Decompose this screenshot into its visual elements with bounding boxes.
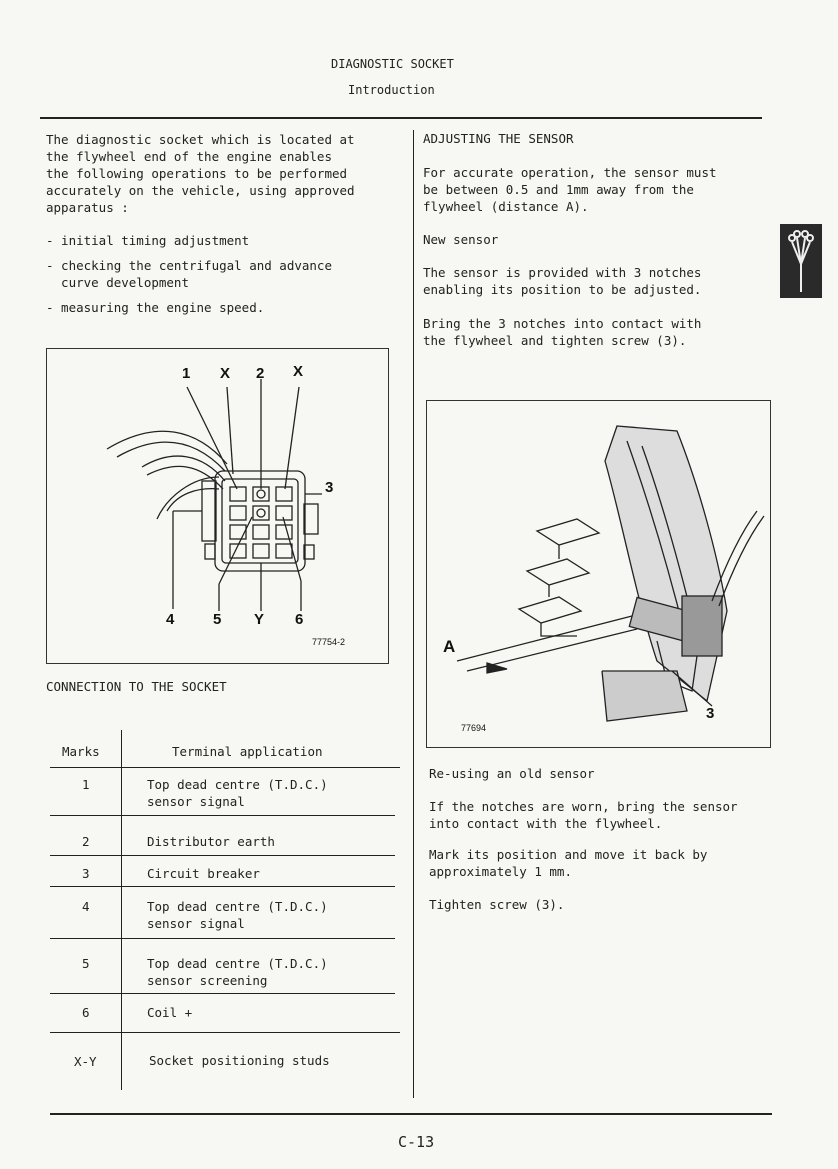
row-application: Coil + [147,1005,193,1020]
sensor-figure [426,400,771,748]
socket-label-4: 4 [166,611,175,628]
old-sensor-heading: Re-using an old sensor [429,766,595,781]
column-divider [413,130,414,1098]
page-title: DIAGNOSTIC SOCKET [331,57,454,71]
intro-paragraph: The diagnostic socket which is located at the flywheel end of the engine enables the following operations to be performed accurately on the vehicle, using approved apparatus : [46,132,355,215]
socket-label-3: 3 [325,479,334,496]
socket-label-5: 5 [213,611,222,628]
page-subtitle: Introduction [348,83,435,97]
header-rule [40,117,762,119]
tighten-paragraph: Tighten screw (3). [429,897,565,912]
terminal-table [50,730,400,1090]
row-application: Circuit breaker [147,866,260,881]
row-application: Top dead centre (T.D.C.) sensor signal [147,777,328,809]
row-mark: 6 [82,1005,90,1020]
mark-position-paragraph: Mark its position and move it back by approximately 1 mm. [429,847,708,879]
row-mark: X-Y [74,1054,97,1069]
row-application: Socket positioning studs [149,1053,330,1068]
section-tab [780,224,822,298]
row-mark: 3 [82,866,90,881]
socket-label-2: 2 [256,365,265,382]
bullet-item: - initial timing adjustment [46,233,250,248]
bullet-item: - measuring the engine speed. [46,300,265,315]
row-application: Top dead centre (T.D.C.) sensor signal [147,899,328,931]
page-number: C-13 [398,1133,435,1151]
socket-caption: CONNECTION TO THE SOCKET [46,679,227,694]
row-application: Top dead centre (T.D.C.) sensor screening [147,956,328,988]
socket-figure-ref: 77754-2 [312,637,346,647]
new-sensor-heading: New sensor [423,232,499,247]
socket-label-x: X [293,363,304,380]
footer-rule [50,1113,772,1115]
section-heading: ADJUSTING THE SENSOR [423,131,574,146]
row-application: Distributor earth [147,834,275,849]
table-header-application: Terminal application [172,744,323,759]
socket-label-x: X [220,365,231,382]
socket-label-1: 1 [182,365,191,382]
row-mark: 4 [82,899,90,914]
bullet-item: - checking the centrifugal and advance curve development [46,258,332,290]
worn-notches-paragraph: If the notches are worn, bring the sensor into contact with the flywheel. [429,799,738,831]
section-tab-icon [780,224,822,298]
socket-label-y: Y [254,611,265,628]
row-mark: 2 [82,834,90,849]
accuracy-paragraph: For accurate operation, the sensor must be between 0.5 and 1mm away from the flywheel (distance A). [423,165,717,214]
row-mark: 5 [82,956,90,971]
socket-figure [46,348,389,664]
table-header-marks: Marks [62,744,100,759]
sensor-figure-ref: 77694 [461,723,487,733]
screw-3-label: 3 [706,705,715,722]
row-mark: 1 [82,777,90,792]
socket-label-6: 6 [295,611,304,628]
notches-paragraph: The sensor is provided with 3 notches enabling its position to be adjusted. [423,265,702,297]
distance-a-label: A [443,637,456,656]
sensor-drawing [427,401,770,747]
bring-notches-paragraph: Bring the 3 notches into contact with the flywheel and tighten screw (3). [423,316,702,348]
